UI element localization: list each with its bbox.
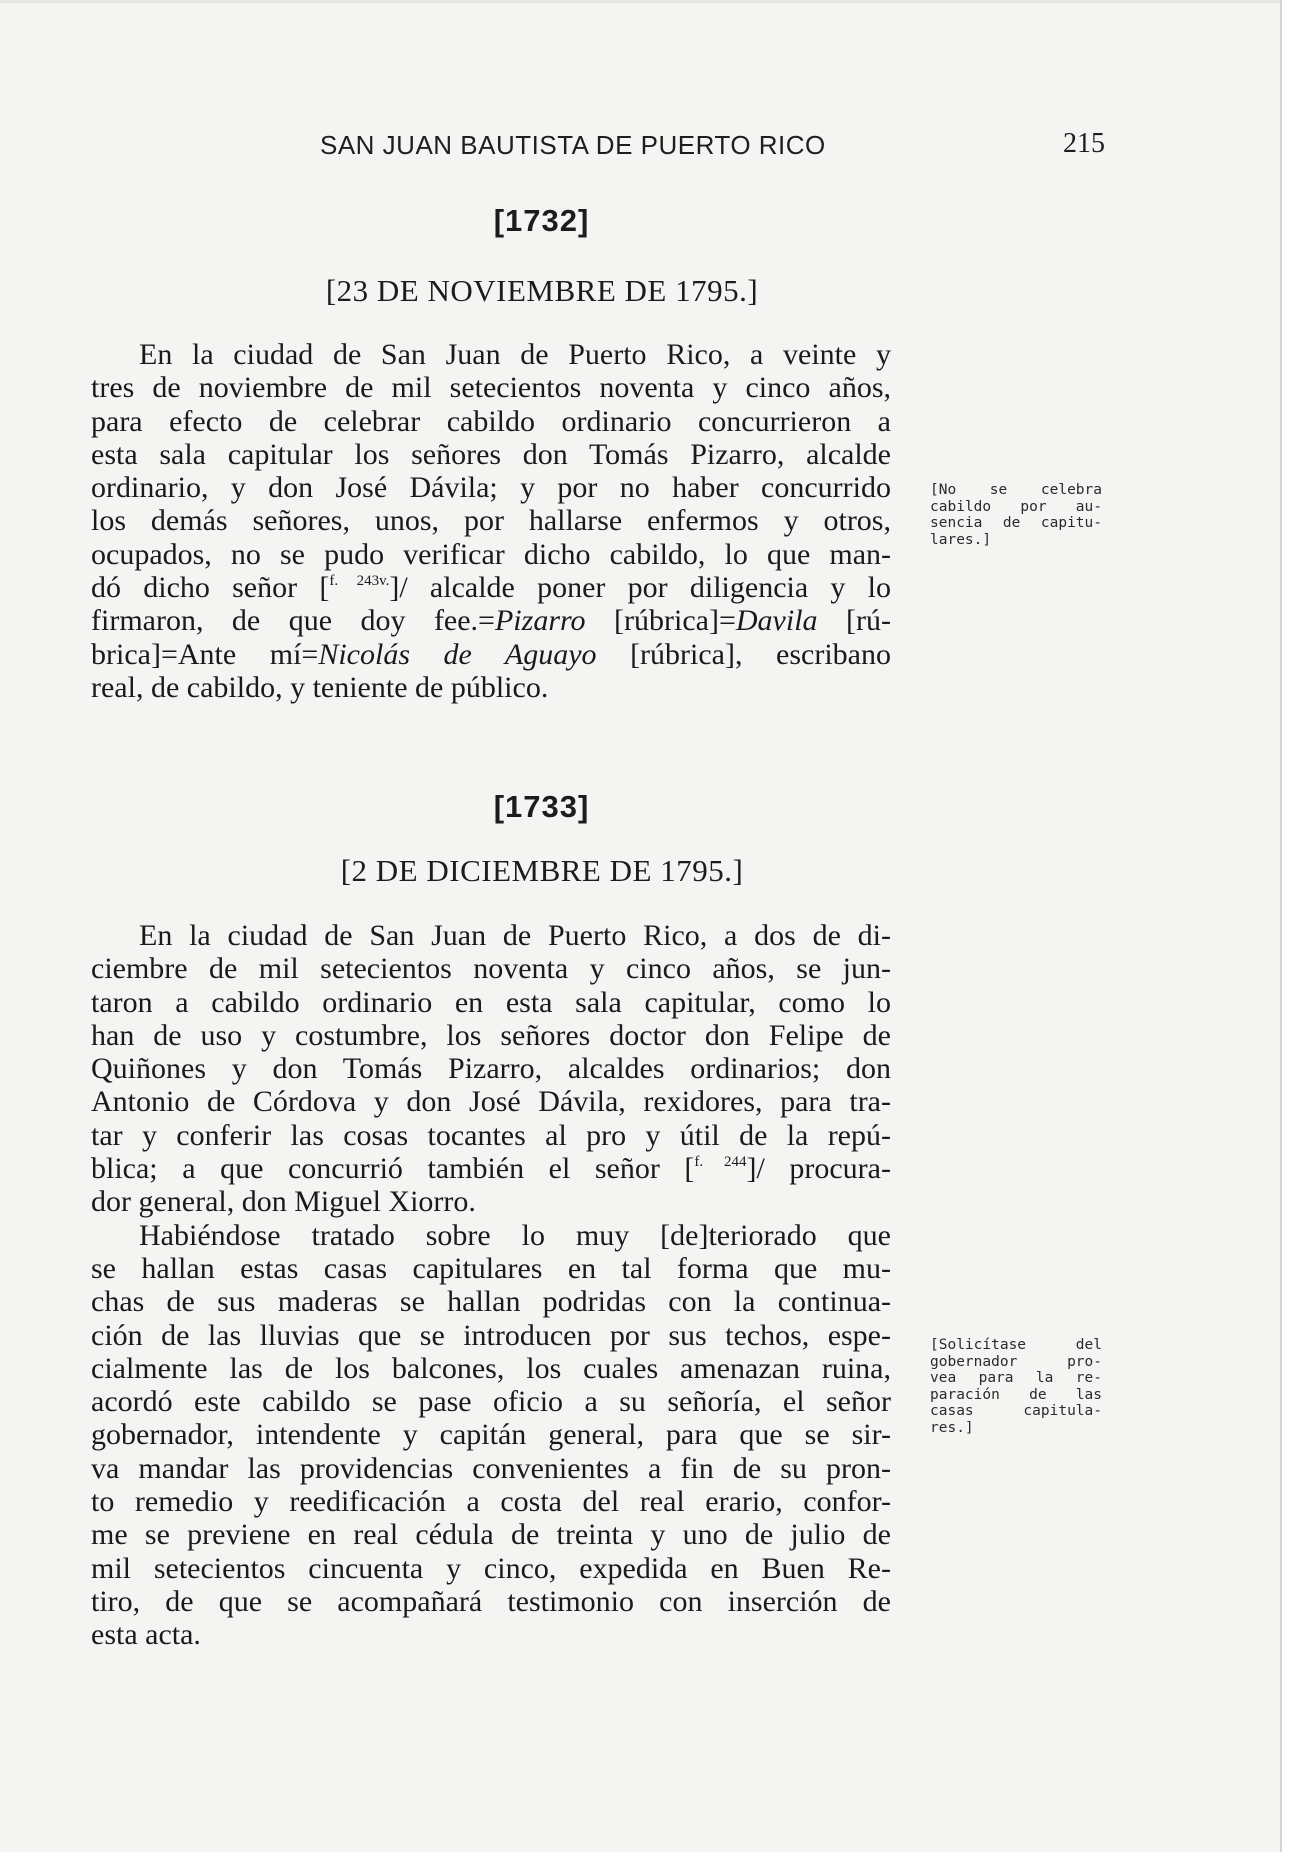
note-line: lares.] — [930, 531, 992, 548]
text-line: taron a cabildo ordinario en esta sala capitular, como lo — [91, 985, 891, 1019]
text-line: me se previene en real cédula de treinta y uno de julio de — [91, 1518, 891, 1552]
text-line: En la ciudad de San Juan de Puerto Rico, a dos de di- — [139, 919, 891, 952]
text-line: real, de cabildo, y teniente de público. — [91, 670, 549, 704]
signature-name: Nicolás de Aguayo — [318, 637, 597, 671]
note-line: sencia de capitu- — [930, 515, 1102, 532]
text-line — [91, 604, 891, 637]
text-line: han de uso y costumbre, los señores doctor don Felipe de — [91, 1018, 891, 1052]
text-line: En la ciudad de San Juan de Puerto Rico, a veinte y — [139, 338, 891, 371]
text-segment: ]/ procura- — [746, 1152, 891, 1186]
running-title: SAN JUAN BAUTISTA DE PUERTO RICO — [320, 130, 826, 160]
folio-marker: f. 243v. — [329, 573, 390, 590]
text-line: se hallan estas casas capitulares en tal forma que mu- — [91, 1251, 891, 1285]
text-line: mil setecientos cincuenta y cinco, expedida en Buen Re- — [91, 1551, 891, 1585]
note-line: [Solicítase del — [930, 1337, 1102, 1353]
note-line: gobernador pro- — [930, 1353, 1102, 1370]
text-line — [91, 638, 891, 671]
text-segment: [rúbrica], escribano — [596, 637, 891, 671]
text-segment: [rúbrica]= — [585, 604, 736, 638]
text-line: para efecto de celebrar cabildo ordinario concurrieron a — [91, 404, 891, 438]
text-line: ciembre de mil setecientos noventa y cinco años, se jun- — [91, 952, 891, 986]
text-line — [91, 1152, 891, 1185]
text-line: acordó este cabildo se pase oficio a su señoría, el señor — [91, 1385, 891, 1419]
text-line — [91, 571, 891, 604]
text-line: Antonio de Córdova y don José Dávila, rexidores, para tra- — [91, 1085, 891, 1119]
entry-body — [91, 919, 891, 1652]
text-line: ordinario, y don José Dávila; y por no haber concurrido — [91, 471, 891, 505]
text-segment: dó dicho señor [ — [91, 571, 330, 605]
text-line: ción de las lluvias que se introducen por sus techos, espe- — [91, 1318, 891, 1352]
text-line: to remedio y reedificación a costa del real erario, confor- — [91, 1485, 891, 1519]
text-line: tres de noviembre de mil setecientos noventa y cinco años, — [91, 371, 891, 405]
entry-number: [1733] — [493, 789, 590, 824]
margin-note — [930, 482, 1102, 548]
text-line: tar y conferir las cosas tocantes al pro y útil de la repú- — [91, 1118, 891, 1152]
text-line: gobernador, intendente y capitán general, para que se sir- — [91, 1418, 891, 1452]
entry-date: [23 DE NOVIEMBRE DE 1795.] — [325, 273, 759, 308]
text-line: Habiéndose tratado sobre lo muy [de]teriorado que — [139, 1218, 891, 1252]
note-line: casas capitula- — [930, 1403, 1102, 1420]
signature-name: Pizarro — [494, 604, 586, 638]
text-segment: ]/ alcalde poner por diligencia y lo — [389, 571, 891, 605]
text-line: ocupados, no se pudo verificar dicho cabildo, lo que man- — [91, 537, 891, 571]
text-line: cialmente las de los balcones, los cuales amenazan ruina, — [91, 1351, 891, 1385]
text-line: esta sala capitular los señores don Tomás Pizarro, alcalde — [91, 437, 891, 471]
text-line: esta acta. — [91, 1618, 201, 1652]
text-line: va mandar las providencias convenientes a fin de su pron- — [91, 1451, 891, 1485]
signature-name: Davila — [735, 604, 818, 638]
text-segment: [rú- — [817, 604, 891, 638]
note-line: cabildo por au- — [930, 498, 1102, 515]
entry-number: [1732] — [493, 203, 590, 238]
page-number: 215 — [1063, 128, 1105, 159]
note-line: vea para la re- — [930, 1370, 1102, 1387]
top-edge-shadow — [0, 0, 1280, 3]
entry-date: [2 DE DICIEMBRE DE 1795.] — [340, 853, 744, 888]
text-line: tiro, de que se acompañará testimonio con inserción de — [91, 1584, 891, 1618]
folio-marker: f. 244 — [694, 1154, 747, 1171]
margin-note — [930, 1337, 1102, 1437]
text-segment: blica; a que concurrió también el señor [ — [91, 1152, 695, 1186]
note-line: paración de las — [930, 1386, 1102, 1403]
text-line: los demás señores, unos, por hallarse enfermos y otros, — [91, 504, 891, 538]
text-line: dor general, don Miguel Xiorro. — [91, 1185, 476, 1219]
entry-body — [91, 338, 891, 704]
note-line: res.] — [930, 1419, 974, 1436]
text-segment: firmaron, de que doy fee.= — [91, 604, 495, 638]
text-line: Quiñones y don Tomás Pizarro, alcaldes ordinarios; don — [91, 1052, 891, 1086]
text-line: chas de sus maderas se hallan podridas con la continua- — [91, 1285, 891, 1319]
text-segment: brica]=Ante mí= — [91, 637, 319, 671]
note-line: [No se celebra — [930, 482, 1102, 498]
